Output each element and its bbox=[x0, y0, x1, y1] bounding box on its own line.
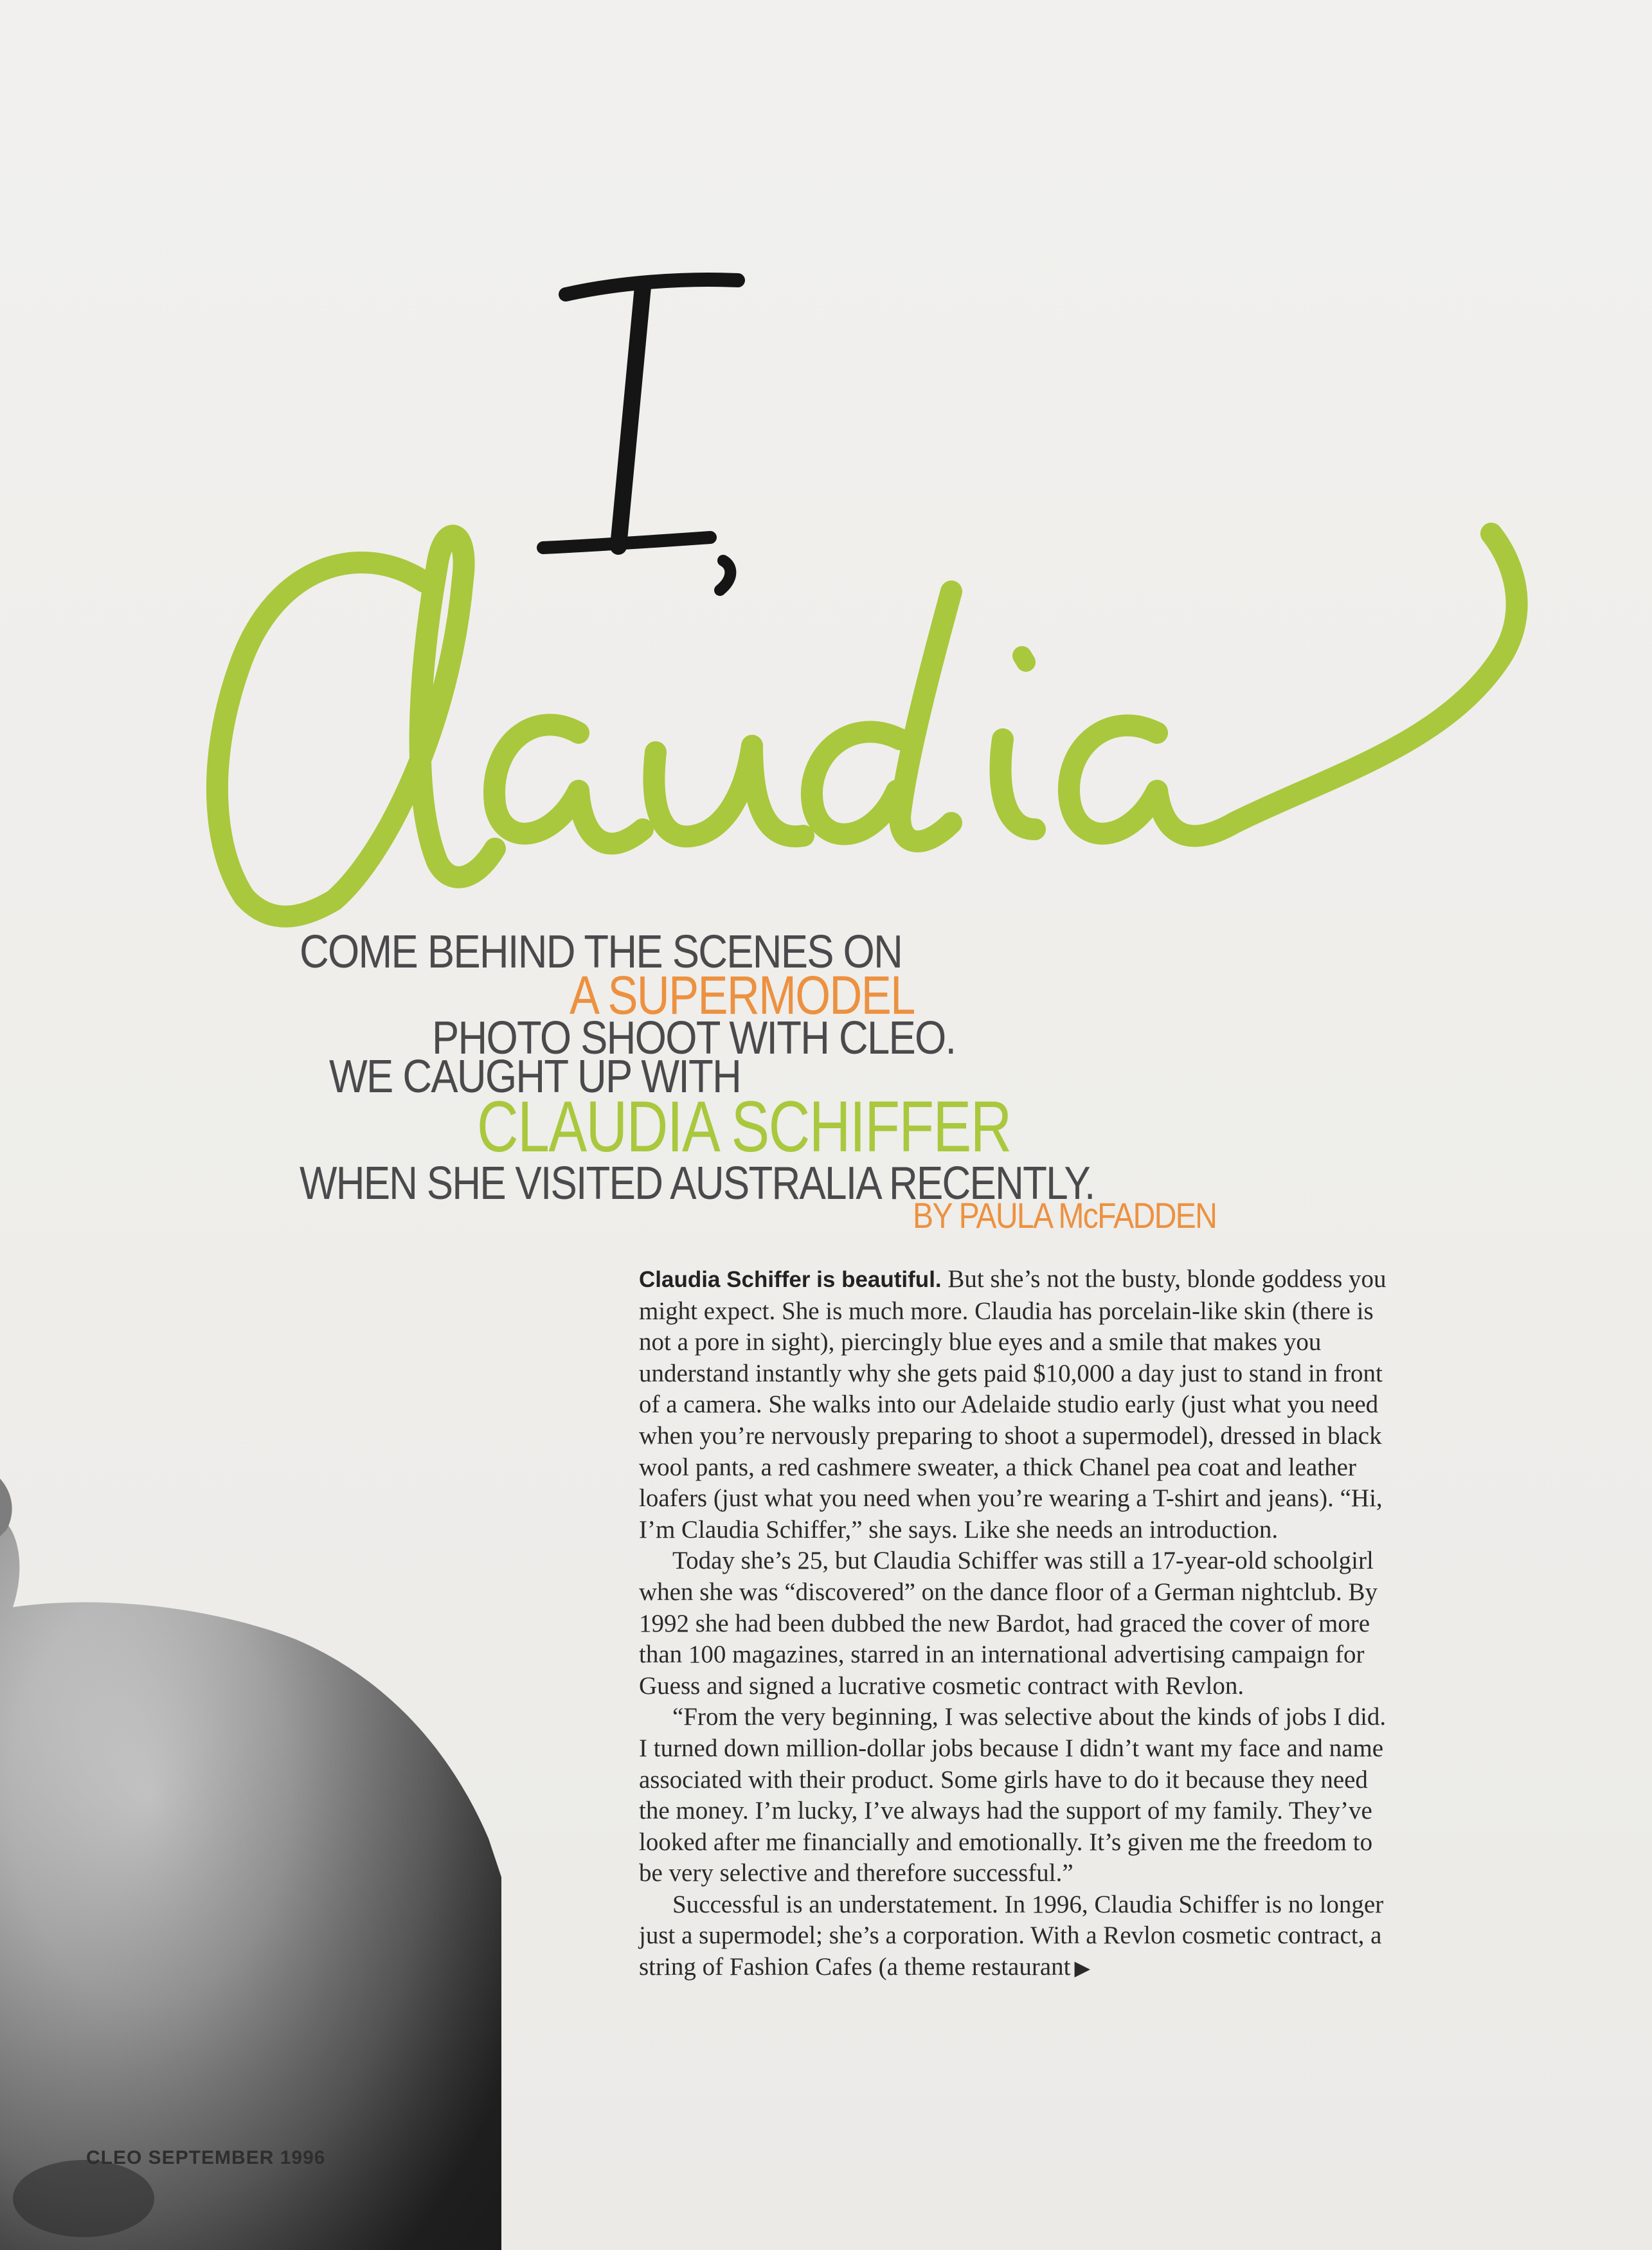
title-claudia bbox=[217, 534, 1517, 917]
paragraph-1 bbox=[639, 1264, 1391, 1545]
deck-line-3: PHOTO SHOOT WITH CLEO. bbox=[432, 1013, 956, 1064]
deck-line-5: CLAUDIA SCHIFFER bbox=[477, 1086, 1011, 1167]
shoulder-photo bbox=[0, 1479, 501, 2250]
byline: BY PAULA McFADDEN bbox=[913, 1195, 1217, 1236]
page-folio: CLEO SEPTEMBER 1996 bbox=[86, 2147, 326, 2168]
deck-line-2: A SUPERMODEL bbox=[570, 965, 915, 1025]
continue-arrow-icon: ▶ bbox=[1074, 1956, 1091, 1980]
deck-line-1: COME BEHIND THE SCENES ON bbox=[300, 926, 902, 978]
paragraph-3: “From the very beginning, I was selective about the kinds of jobs I did. I turned down million-dollar jobs because I didn’t want my face and name associated with their product. Some girls have to do it because they need the money. I’m lucky, I’ve always had the support of my family. They’ve looked after me financially and emotionally. It’s given me the freedom to be very selective and therefore successful.” bbox=[639, 1703, 1387, 1887]
lead-in: Claudia Schiffer is beautiful. bbox=[639, 1267, 942, 1292]
paragraph-4 bbox=[639, 1889, 1391, 1984]
handwritten-title bbox=[0, 0, 1652, 964]
article-body bbox=[639, 1264, 1391, 1984]
paragraph-1-text: But she’s not the busty, blonde goddess you might expect. She is much more. Claudia has porcelain-like skin (there is not a pore in sight), piercingly blue eyes and a smile that makes you understand instantly why she gets paid $10,000 a day just to stand in front of a camera. She walks into our Adelaide studio early (just what you need when you’re nervously preparing to shoot a supermodel), dressed in black wool pants, a red cashmere sweater, a thick Chanel pea coat and leather loafers (just what you need when you’re wearing a T-shirt and jeans). “Hi, I’m Claudia Schiffer,” she says. Like she needs an introduction. bbox=[639, 1265, 1387, 1544]
deck-line-6: WHEN SHE VISITED AUSTRALIA RECENTLY. bbox=[300, 1158, 1095, 1209]
paragraph-4-text: Successful is an understatement. In 1996, Claudia Schiffer is no longer just a supermodel; she’s a corporation. With a Revlon cosmetic contract, a string of Fashion Cafes (a theme restaurant bbox=[639, 1890, 1384, 1981]
paragraph-2: Today she’s 25, but Claudia Schiffer was still a 17-year-old schoolgirl when she was “discovered” on the dance floor of a German nightclub. By 1992 she had been dubbed the new Bardot, had graced the cover of more than 100 magazines, starred in an international advertising campaign for Guess and signed a lucrative cosmetic contract with Revlon. bbox=[639, 1547, 1378, 1700]
title-i-comma bbox=[543, 280, 738, 590]
deck-line-4: WE CAUGHT UP WITH bbox=[329, 1051, 741, 1102]
